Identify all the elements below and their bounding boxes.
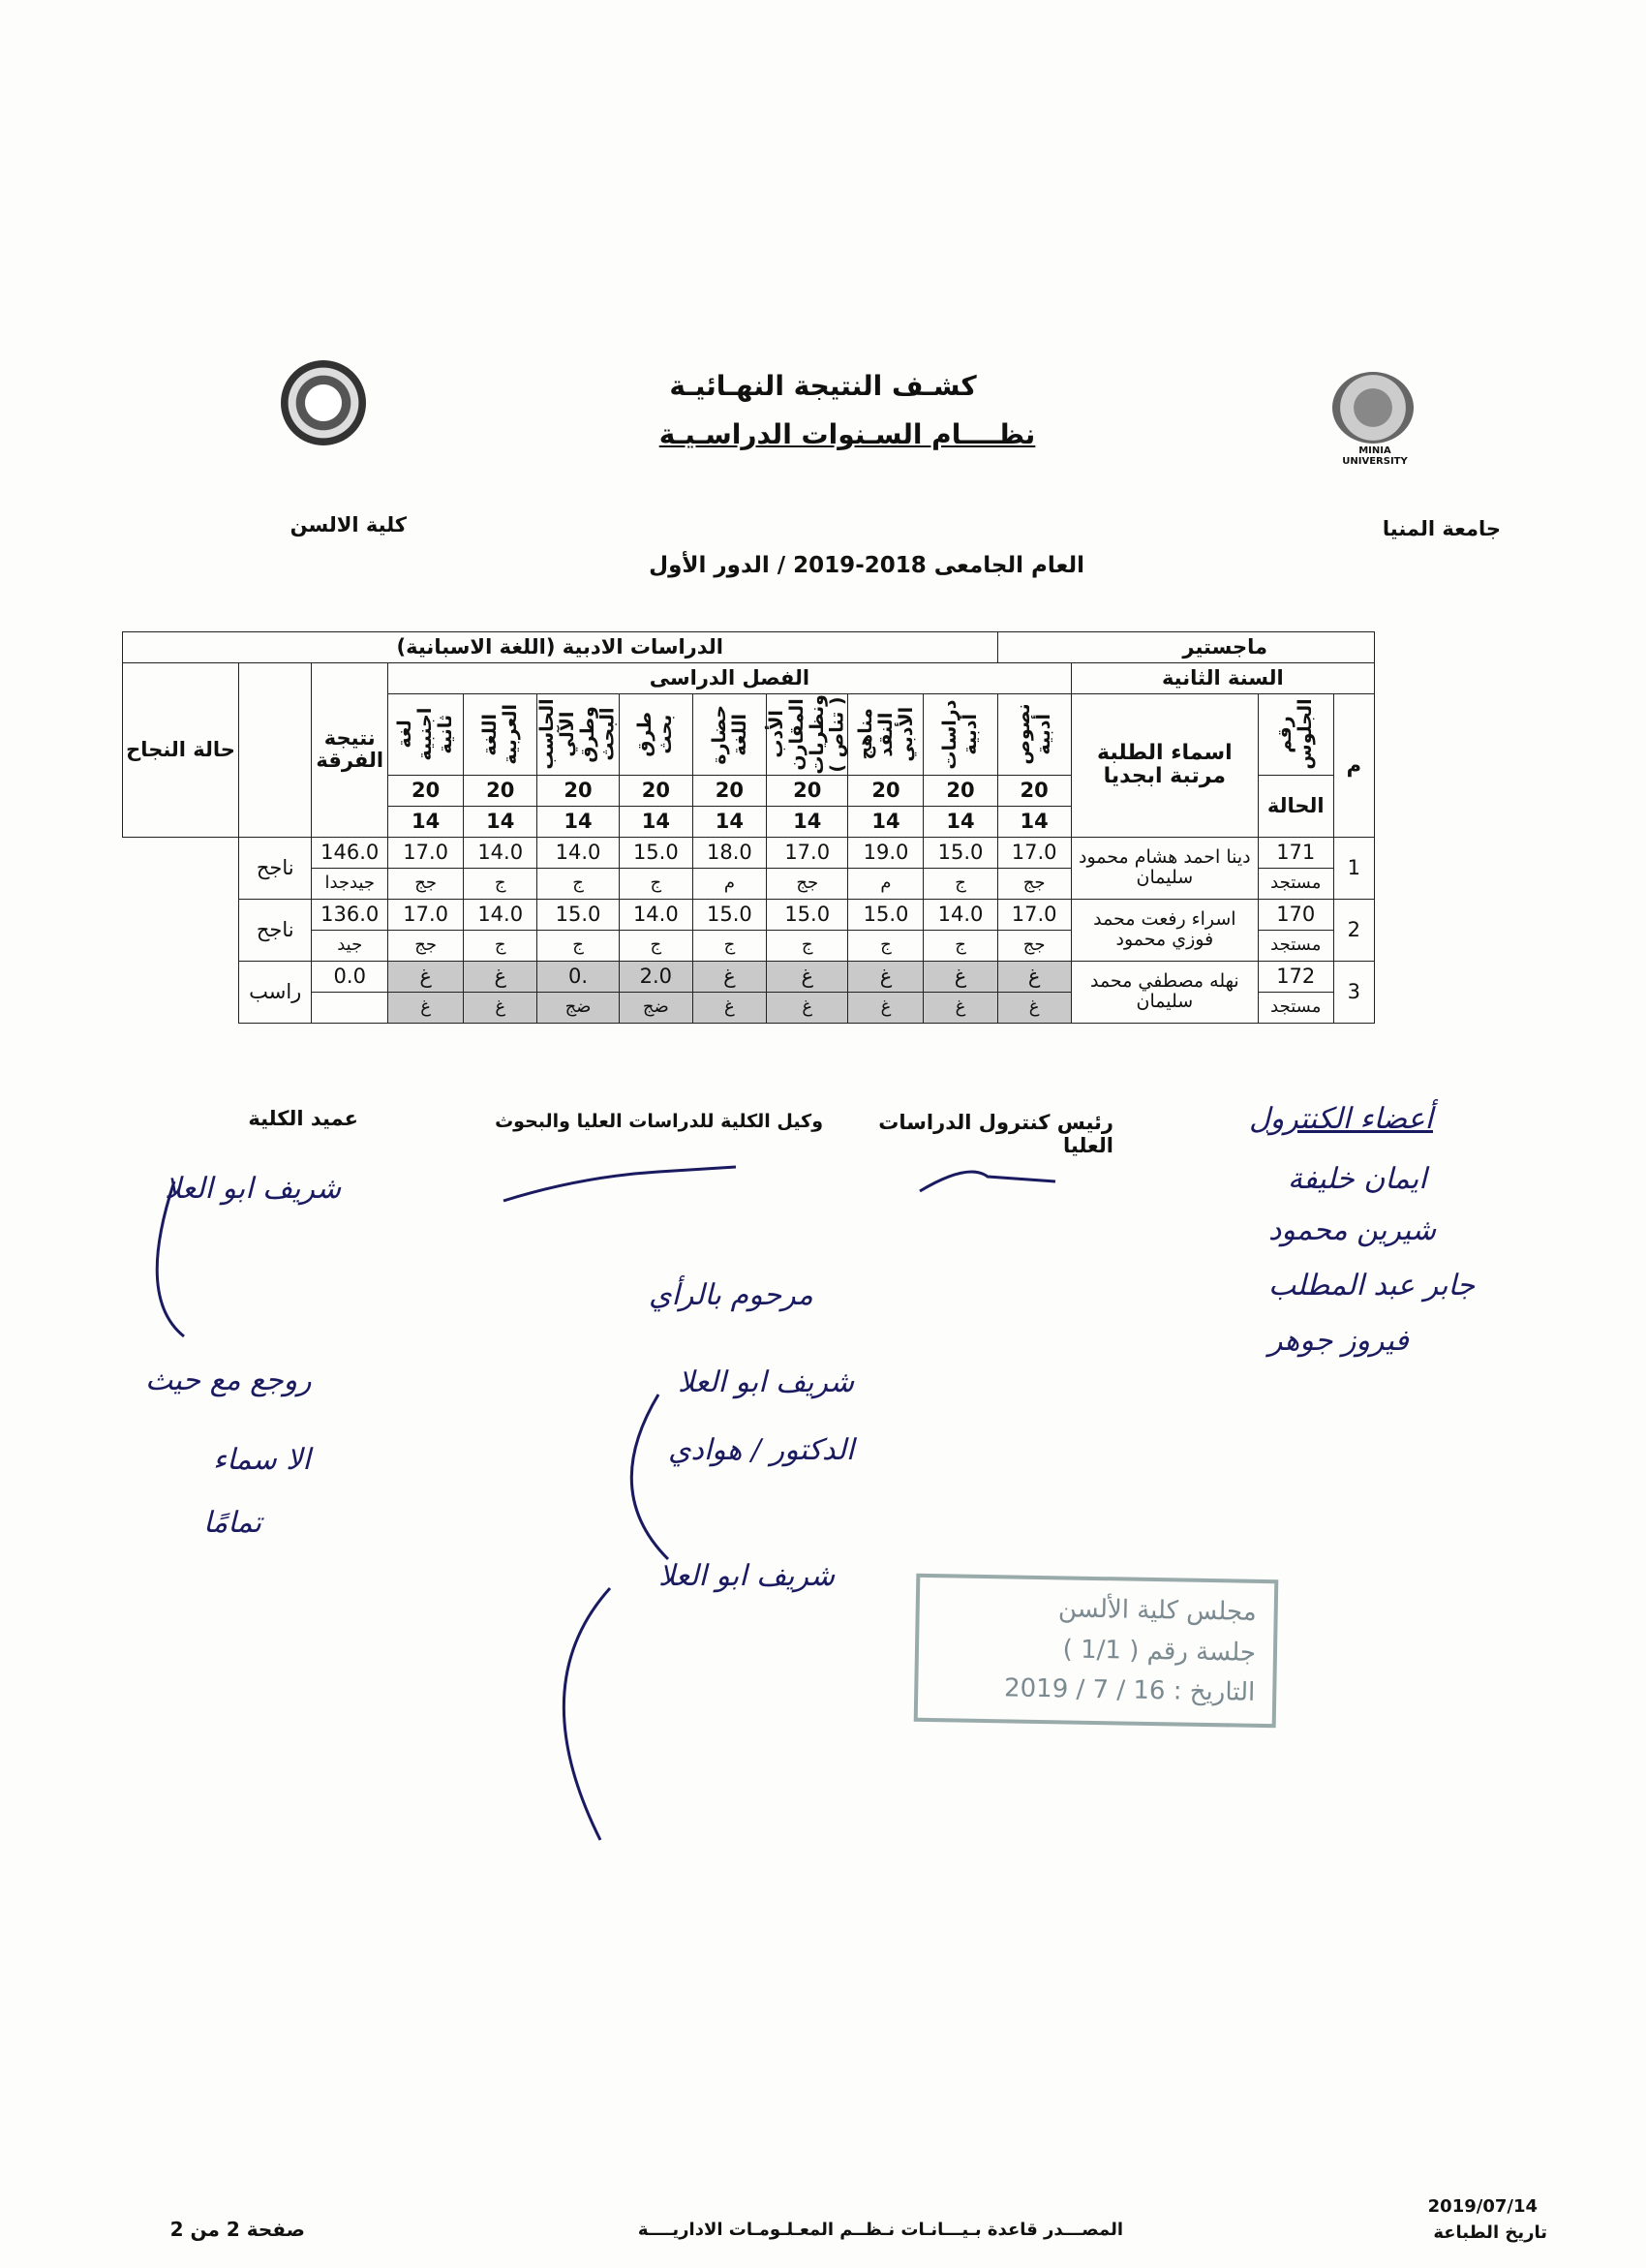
subject-score: 19.0 (848, 837, 924, 868)
subject-score: 15.0 (537, 899, 620, 930)
subject-score: 17.0 (997, 899, 1071, 930)
subject-min: 14 (692, 806, 766, 837)
subject-score: غ (997, 961, 1071, 992)
subject-score: 15.0 (619, 837, 692, 868)
subject-score: غ (464, 961, 537, 992)
subject-score: 14.0 (924, 899, 997, 930)
faculty-name: كلية الالسن (290, 513, 407, 536)
university-logo (1332, 372, 1414, 444)
university-logo-caption: MINIA UNIVERSITY (1342, 445, 1408, 467)
student-total: 146.0 (312, 837, 388, 868)
blank-col (239, 663, 312, 838)
handwritten-note: شريف ابو العلا (678, 1365, 855, 1399)
subject-grade: غ (692, 992, 766, 1023)
subject-grade: جج (388, 930, 464, 961)
control-head-label: رئيس كنترول الدراسات العليا (878, 1111, 1113, 1157)
stamp-line: مجلس كلية الألسن (1057, 1594, 1257, 1627)
footer-print-date-label: تاريخ الطباعة (1433, 2222, 1547, 2243)
subject-header: حضارة اللغة (692, 694, 766, 776)
student-status: مستجد (1258, 992, 1333, 1023)
subject-max: 20 (924, 775, 997, 806)
student-seat: 170 (1258, 899, 1333, 930)
subject-score: 14.0 (537, 837, 620, 868)
subject-min: 14 (537, 806, 620, 837)
subject-grade: ج (619, 868, 692, 899)
student-name: نهله مصطفي محمد سليمان (1071, 961, 1258, 1023)
subject-score: 15.0 (692, 899, 766, 930)
subject-score: غ (848, 961, 924, 992)
degree: ماجستير (997, 632, 1374, 663)
subject-header: طرق بحث (619, 694, 692, 776)
subject-header: دراسات أدبية (924, 694, 997, 776)
page-subtitle: نظــــام السـنوات الدراسـيـة (658, 418, 1036, 450)
student-row (123, 961, 1375, 992)
subject-grade: ج (464, 868, 537, 899)
subject-score: غ (692, 961, 766, 992)
subject-grade: جج (997, 868, 1071, 899)
stamp-line: التاريخ : 16 / 7 / 2019 (1003, 1673, 1256, 1708)
subject-max: 20 (848, 775, 924, 806)
student-overall-grade: جيد (312, 930, 388, 961)
subject-min: 14 (848, 806, 924, 837)
page-title: كشـف النتيجة النهـائيـة (669, 370, 977, 402)
council-stamp (914, 1574, 1279, 1728)
subject-score: .0 (537, 961, 620, 992)
study-year: السنة الثانية (1071, 663, 1374, 694)
student-status: مستجد (1258, 930, 1333, 961)
subject-grade: جج (766, 868, 848, 899)
subject-grade: ج (464, 930, 537, 961)
col-names-header: اسماء الطلبة مرتبة ابجديا (1071, 694, 1258, 838)
student-rows (123, 837, 1375, 1023)
subject-max: 20 (619, 775, 692, 806)
student-overall-grade: جيدجدا (312, 868, 388, 899)
student-row (123, 837, 1375, 868)
student-index: 3 (1333, 961, 1374, 1023)
subject-max: 20 (537, 775, 620, 806)
department: الدراسات الادبية (اللغة الاسبانية) (123, 632, 998, 663)
subject-grade: ج (619, 930, 692, 961)
footer-source: المصـــدر قاعدة بـيـــانـات نـظــم المعـلـومـات الاداريــــة (637, 2220, 1123, 2240)
student-result: ناجح (239, 899, 312, 961)
control-member-name: ايمان خليفة (1288, 1162, 1427, 1196)
student-name: دينا احمد هشام محمود سليمان (1071, 837, 1258, 899)
stamp-line: جلسة رقم ( 1/1 ) (1062, 1634, 1257, 1668)
subject-max: 20 (997, 775, 1071, 806)
semester-label: الفصل الدراسى (388, 663, 1072, 694)
subject-score: 18.0 (692, 837, 766, 868)
subject-grade: غ (997, 992, 1071, 1023)
student-total: 136.0 (312, 899, 388, 930)
student-index: 2 (1333, 899, 1374, 961)
subject-header: لغة اجنبية ثانية (388, 694, 464, 776)
subject-grade: غ (388, 992, 464, 1023)
subject-score: 15.0 (848, 899, 924, 930)
student-overall-grade (312, 992, 388, 1023)
subject-grade: جج (997, 930, 1071, 961)
subject-min: 14 (924, 806, 997, 837)
subject-score: غ (766, 961, 848, 992)
control-member-name: شيرين محمود (1268, 1213, 1437, 1247)
faculty-logo (281, 360, 366, 445)
footer-print-date: 2019/07/14 (1427, 2196, 1538, 2217)
student-index: 1 (1333, 837, 1374, 899)
student-result: ناجح (239, 837, 312, 899)
student-total: 0.0 (312, 961, 388, 992)
col-seat-header: رقم الجلوس (1258, 694, 1333, 776)
subject-grade: م (692, 868, 766, 899)
subject-score: 2.0 (619, 961, 692, 992)
subject-header: الأدب المقارن ونظريات ( تناص ) (765, 694, 848, 775)
subject-header: مناهج النقد الأدبي (848, 694, 924, 776)
subject-grade: ج (924, 930, 997, 961)
subject-grade: ج (924, 868, 997, 899)
subject-grade: ج (537, 930, 620, 961)
subject-min: 14 (766, 806, 848, 837)
handwritten-note: شريف ابو العلا (658, 1559, 836, 1593)
col-pass-header: حالة النجاح (123, 663, 239, 838)
student-result: راسب (239, 961, 312, 1023)
subject-grade: ضج (619, 992, 692, 1023)
subject-min: 14 (464, 806, 537, 837)
handwritten-note: الدكتور / هوادي (668, 1433, 855, 1467)
subject-grade: غ (848, 992, 924, 1023)
subject-header: نصوص أدبية (997, 694, 1071, 776)
student-row (123, 899, 1375, 930)
col-status-header: الحالة (1258, 775, 1333, 837)
subject-score: 14.0 (464, 837, 537, 868)
subject-score: 15.0 (766, 899, 848, 930)
academic-year: العام الجامعى 2018-2019 / الدور الأول (649, 553, 1084, 578)
subject-min: 14 (997, 806, 1071, 837)
subject-score: غ (924, 961, 997, 992)
subject-score: 17.0 (766, 837, 848, 868)
vice-dean-label: وكيل الكلية للدراسات العليا والبحوث (495, 1111, 823, 1132)
handwritten-note: تمامًا (203, 1506, 262, 1540)
subject-min: 14 (388, 806, 464, 837)
subject-score: 17.0 (997, 837, 1071, 868)
control-members-label: أعضاء الكنترول (1249, 1102, 1434, 1136)
student-seat: 172 (1258, 961, 1333, 992)
handwritten-note: روجع مع حيث (145, 1364, 312, 1397)
subject-grade: م (848, 868, 924, 899)
dean-signature: شريف ابو العلا (165, 1172, 342, 1206)
subject-score: 17.0 (388, 837, 464, 868)
subject-grade: غ (766, 992, 848, 1023)
subject-score: 17.0 (388, 899, 464, 930)
subject-header: الحاسب الآلي وطرق البحث (537, 694, 620, 776)
col-index-header: م (1333, 694, 1374, 838)
footer-page: صفحة 2 من 2 (169, 2218, 305, 2241)
university-name: جامعة المنيا (1382, 517, 1501, 540)
subject-grade: ج (537, 868, 620, 899)
subject-grade: ج (848, 930, 924, 961)
subject-grade: جج (388, 868, 464, 899)
handwritten-note: الا سماء (213, 1443, 311, 1477)
control-member-name: فيروز جوهر (1268, 1324, 1409, 1358)
subject-score: 14.0 (464, 899, 537, 930)
subject-score: غ (388, 961, 464, 992)
subject-max: 20 (692, 775, 766, 806)
student-name: اسراء رفعت محمد فوزي محمود (1071, 899, 1258, 961)
dean-label: عميد الكلية (248, 1107, 358, 1130)
student-status: مستجد (1258, 868, 1333, 899)
subject-header: اللغة العربية (464, 694, 537, 776)
subject-grade: غ (924, 992, 997, 1023)
subject-max: 20 (766, 775, 848, 806)
student-seat: 171 (1258, 837, 1333, 868)
subject-min: 14 (619, 806, 692, 837)
col-total-header: نتيجة الفرقة (312, 663, 388, 838)
subject-max: 20 (388, 775, 464, 806)
handwritten-note: مرحوم بالرأي (649, 1278, 813, 1312)
subject-max: 20 (464, 775, 537, 806)
subject-grade: غ (464, 992, 537, 1023)
subject-score: 15.0 (924, 837, 997, 868)
subject-score: 14.0 (619, 899, 692, 930)
results-table (122, 631, 1375, 1024)
subject-grade: ضج (537, 992, 620, 1023)
subject-grade: ج (766, 930, 848, 961)
control-member-name: جابر عبد المطلب (1268, 1269, 1476, 1303)
subject-grade: ج (692, 930, 766, 961)
